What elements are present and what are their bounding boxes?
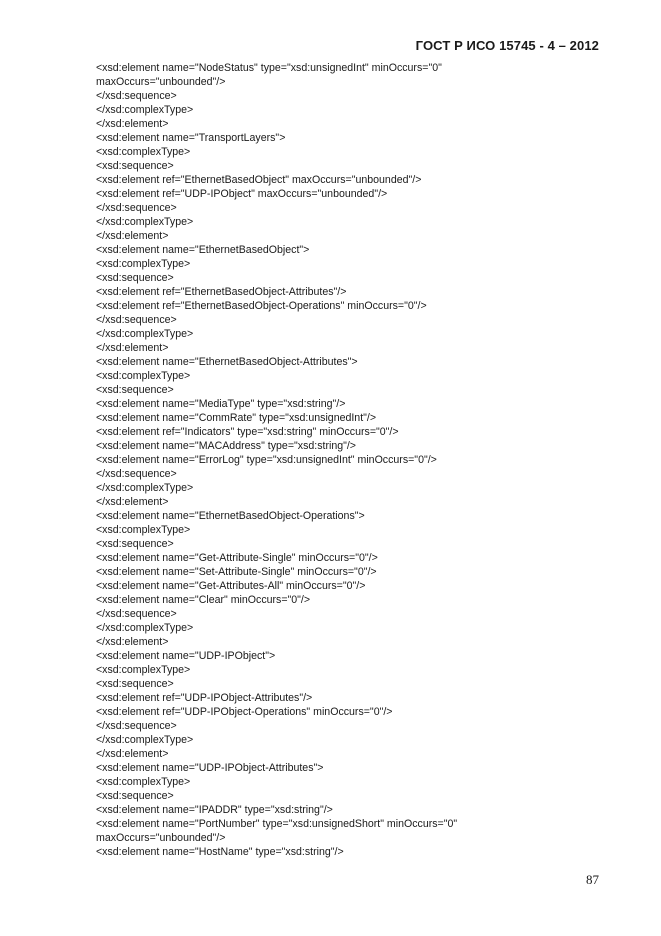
code-line: <xsd:element name="MediaType" type="xsd:string"/> — [96, 398, 346, 410]
code-line: maxOccurs="unbounded"/> — [96, 76, 226, 88]
code-line: <xsd:element ref="Indicators" type="xsd:string" minOccurs="0"/> — [96, 426, 399, 438]
code-line: <xsd:element ref="UDP-IPObject" maxOccurs="unbounded"/> — [96, 188, 388, 200]
code-line: <xsd:element ref="EthernetBasedObject" maxOccurs="unbounded"/> — [96, 174, 422, 186]
code-line: </xsd:complexType> — [96, 734, 194, 746]
code-line: <xsd:complexType> — [96, 146, 191, 158]
code-line: <xsd:element name="HostName" type="xsd:string"/> — [96, 846, 344, 858]
document-header-standard-id: ГОСТ Р ИСО 15745 - 4 – 2012 — [415, 38, 599, 53]
code-line: </xsd:complexType> — [96, 482, 194, 494]
code-line: <xsd:element name="ErrorLog" type="xsd:unsignedInt" minOccurs="0"/> — [96, 454, 437, 466]
code-line: <xsd:complexType> — [96, 524, 191, 536]
code-line: <xsd:sequence> — [96, 272, 174, 284]
code-line: <xsd:element name="EthernetBasedObject-Operations"> — [96, 510, 365, 522]
code-line: </xsd:element> — [96, 748, 169, 760]
code-line: <xsd:element name="EthernetBasedObject-Attributes"> — [96, 356, 358, 368]
code-line: <xsd:element name="UDP-IPObject"> — [96, 650, 276, 662]
code-line: <xsd:element ref="UDP-IPObject-Operations" minOccurs="0"/> — [96, 706, 393, 718]
code-line: </xsd:sequence> — [96, 720, 177, 732]
code-line: <xsd:element name="PortNumber" type="xsd:unsignedShort" minOccurs="0" — [96, 818, 458, 830]
code-line: <xsd:element name="Clear" minOccurs="0"/> — [96, 594, 311, 606]
code-line: </xsd:sequence> — [96, 468, 177, 480]
code-line: <xsd:element name="Get-Attributes-All" minOccurs="0"/> — [96, 580, 366, 592]
code-line: </xsd:element> — [96, 230, 169, 242]
code-line: <xsd:element name="CommRate" type="xsd:unsignedInt"/> — [96, 412, 377, 424]
code-line: <xsd:element name="NodeStatus" type="xsd:unsignedInt" minOccurs="0" — [96, 62, 442, 74]
code-line: <xsd:element name="Get-Attribute-Single" minOccurs="0"/> — [96, 552, 378, 564]
code-line: <xsd:element ref="EthernetBasedObject-Operations" minOccurs="0"/> — [96, 300, 427, 312]
code-line: <xsd:element name="UDP-IPObject-Attributes"> — [96, 762, 324, 774]
code-line: </xsd:element> — [96, 342, 169, 354]
code-line: </xsd:element> — [96, 636, 169, 648]
code-line: <xsd:sequence> — [96, 790, 174, 802]
code-line: <xsd:sequence> — [96, 678, 174, 690]
code-line: <xsd:element name="Set-Attribute-Single" minOccurs="0"/> — [96, 566, 377, 578]
code-line: <xsd:sequence> — [96, 538, 174, 550]
code-line: </xsd:sequence> — [96, 608, 177, 620]
code-line: <xsd:element name="IPADDR" type="xsd:string"/> — [96, 804, 333, 816]
code-line: <xsd:complexType> — [96, 258, 191, 270]
code-line: </xsd:sequence> — [96, 90, 177, 102]
code-line: </xsd:complexType> — [96, 216, 194, 228]
code-line: </xsd:sequence> — [96, 202, 177, 214]
code-line: <xsd:element ref="UDP-IPObject-Attributes"/> — [96, 692, 313, 704]
code-line: </xsd:complexType> — [96, 104, 194, 116]
code-line: <xsd:element name="TransportLayers"> — [96, 132, 286, 144]
code-line: <xsd:complexType> — [96, 370, 191, 382]
code-line: maxOccurs="unbounded"/> — [96, 832, 226, 844]
code-line: <xsd:complexType> — [96, 664, 191, 676]
code-line: <xsd:sequence> — [96, 384, 174, 396]
code-line: <xsd:complexType> — [96, 776, 191, 788]
code-line: </xsd:complexType> — [96, 328, 194, 340]
code-line: </xsd:complexType> — [96, 622, 194, 634]
xsd-code-listing — [96, 61, 616, 859]
page-number: 87 — [586, 872, 599, 887]
code-line: <xsd:sequence> — [96, 160, 174, 172]
code-line: <xsd:element name="EthernetBasedObject"> — [96, 244, 310, 256]
code-line: </xsd:element> — [96, 496, 169, 508]
code-line: </xsd:sequence> — [96, 314, 177, 326]
code-line: </xsd:element> — [96, 118, 169, 130]
code-line: <xsd:element ref="EthernetBasedObject-Attributes"/> — [96, 286, 347, 298]
code-line: <xsd:element name="MACAddress" type="xsd:string"/> — [96, 440, 356, 452]
